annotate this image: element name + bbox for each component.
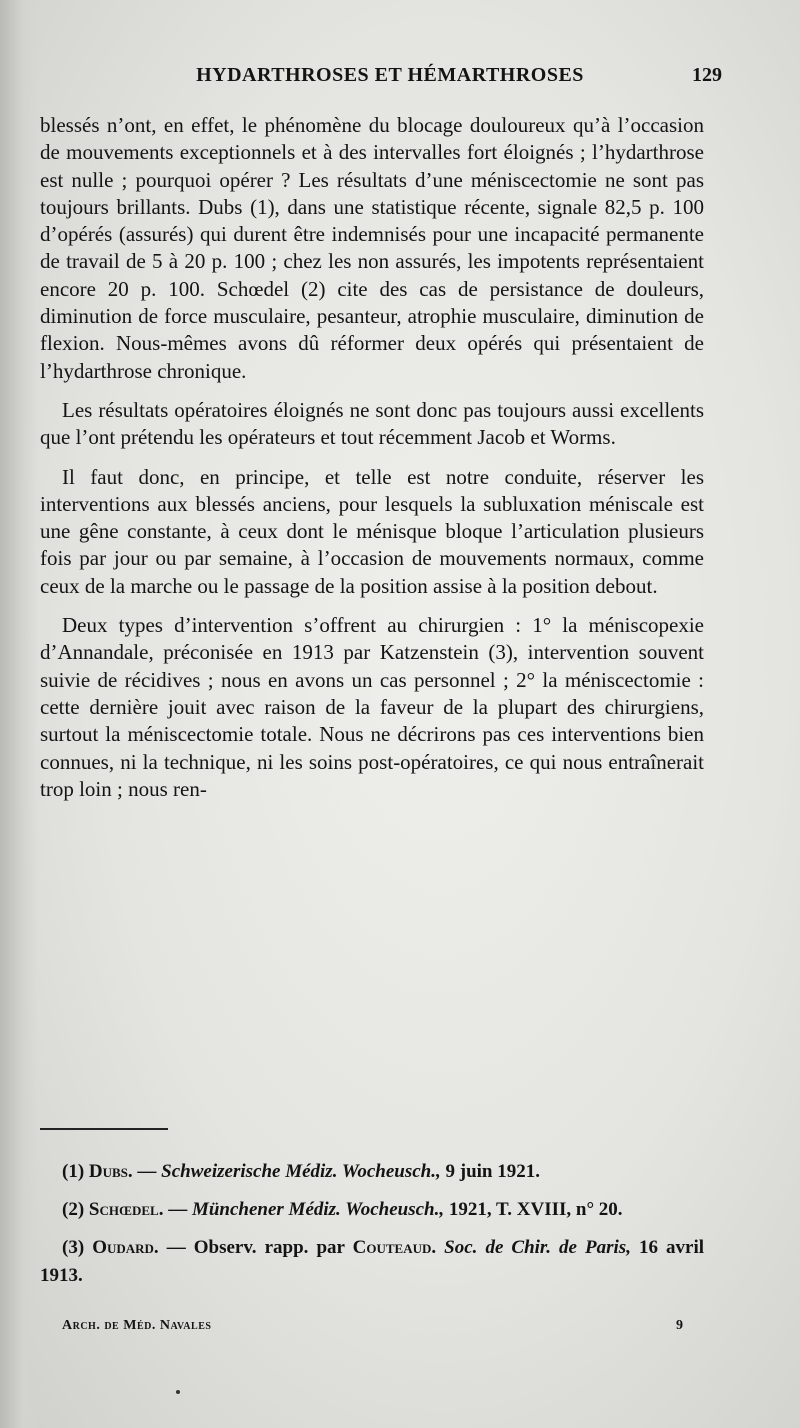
- page-gutter-shadow: [0, 0, 38, 1428]
- paper-speck: [176, 1390, 180, 1394]
- paragraph-2: Les résultats opératoires éloignés ne sont donc pas toujours aussi excellents que l’ont prétendu les opérateurs et tout récemment Jacob et Worms.: [40, 397, 704, 450]
- footnote-journal: Münchener Médiz. Wocheusch.,: [191, 1199, 445, 1220]
- signature-mark: 9: [676, 1318, 683, 1333]
- footnote-number: (3): [62, 1237, 85, 1258]
- footnote-1: [40, 1158, 704, 1186]
- footnote-3: [40, 1234, 704, 1290]
- paragraph-3: Il faut donc, en principe, et telle est notre conduite, réserver les interventions aux blessés anciens, pour lesquels la subluxation méniscale est une gêne constante, à ceux dont le ménisque bloque l’articulation plusieurs fois par jour ou par semaine, à l’occasion de mouvements normaux, comme ceux de la marche ou le passage de la position assise à la position debout.: [40, 464, 704, 598]
- body-text: [40, 112, 704, 803]
- page-number: 129: [692, 64, 722, 86]
- footnote-number: (1): [62, 1161, 85, 1182]
- footnote-details: 1921, T. XVIII, n° 20.: [444, 1199, 623, 1220]
- footnote-number: (2): [62, 1199, 85, 1220]
- footnote-observer: Couteaud.: [352, 1237, 437, 1258]
- footnote-journal: Schweizerische Médiz. Wocheusch.,: [161, 1161, 441, 1182]
- running-title: HYDARTHROSES ET HÉMARTHROSES: [196, 64, 584, 86]
- paragraph-1: blessés n’ont, en effet, le phénomène du blocage douloureux qu’à l’occasion de mouvements exceptionnels et à des intervalles fort éloignés ; l’hydarthrose est nulle ; pourquoi opérer ? Les résultats d’une méniscectomie ne sont pas toujours brillants. Dubs (1), dans une statistique récente, signale 82,5 p. 100 d’opérés (assurés) qui durent être indemnisés pour une incapacité permanente de travail de 5 à 20 p. 100 ; chez les non assurés, les impotents représentaient encore 20 p. 100. Schœdel (2) cite des cas de persistance de douleurs, diminution de force musculaire, pesanteur, atrophie musculaire, diminution de flexion. Nous-mêmes avons dû réformer deux opérés qui présentaient de l’hydarthrose chronique.: [40, 113, 704, 383]
- footnote-separator: —: [163, 1199, 192, 1220]
- footnotes: [40, 1158, 704, 1300]
- footnote-details: 16 avril 1913.: [40, 1237, 705, 1286]
- footnote-author: Dubs.: [88, 1161, 133, 1182]
- footnote-separator: — Observ. rapp. par: [158, 1237, 353, 1258]
- footnote-divider: [40, 1128, 168, 1130]
- footnote-separator: —: [132, 1161, 162, 1182]
- footnote-journal: Soc. de Chir. de Paris,: [436, 1237, 631, 1258]
- footnote-details: 9 juin 1921.: [440, 1161, 540, 1182]
- footnote-author: Schœdel.: [88, 1199, 164, 1220]
- printer-signature: Arch. de Méd. Navales: [62, 1318, 212, 1333]
- footnote-author: Oudard.: [92, 1237, 159, 1258]
- page-header: [40, 64, 722, 104]
- footnote-2: [40, 1196, 704, 1224]
- paragraph-4: Deux types d’intervention s’offrent au chirurgien : 1° la méniscopexie d’Annandale, préconisée en 1913 par Katzenstein (3), intervention souvent suivie de récidives ; nous en avons un cas personnel ; 2° la méniscectomie : cette dernière jouit avec raison de la faveur de la plupart des chirurgiens, surtout la méniscectomie totale. Nous ne décrirons pas ces interventions bien connues, ni la technique, ni les soins post-opératoires, ce qui nous entraînerait trop loin ; nous ren-: [40, 613, 704, 801]
